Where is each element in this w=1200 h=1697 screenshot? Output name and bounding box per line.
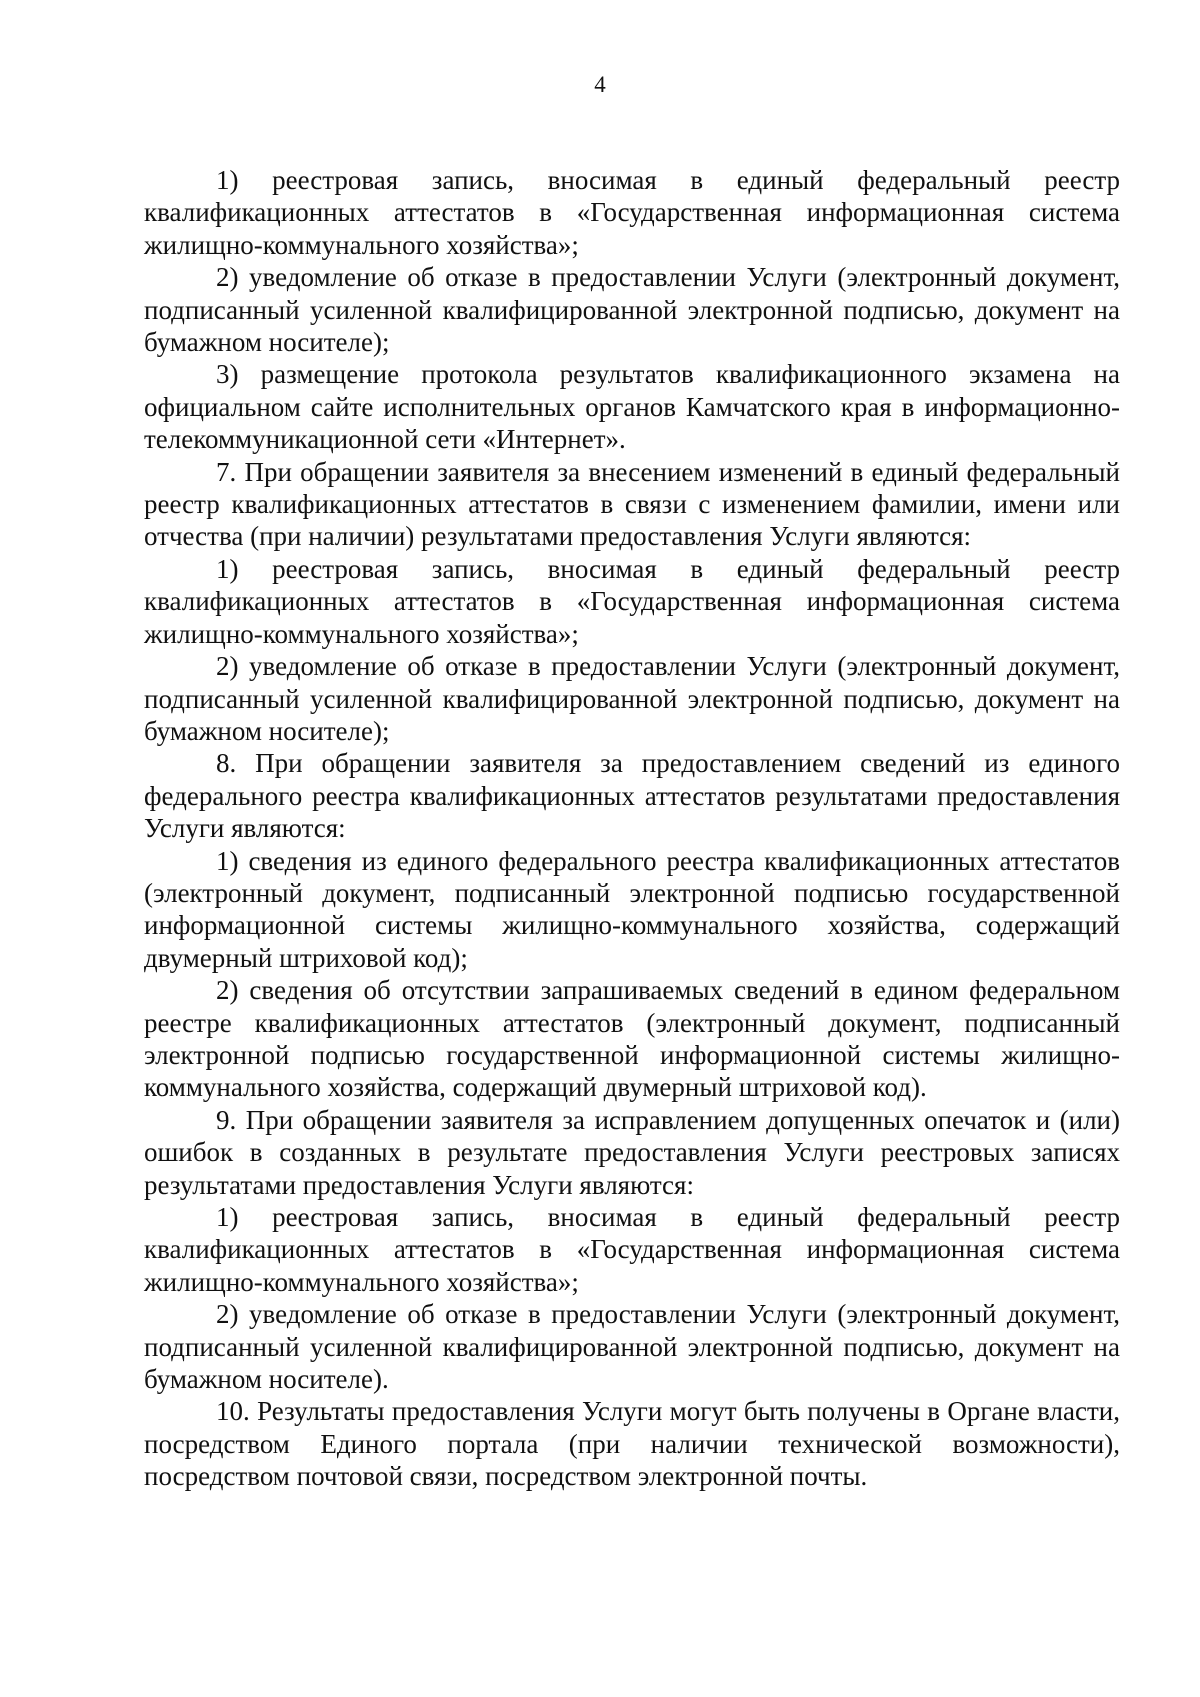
paragraph: 2) уведомление об отказе в предоставлении Услуги (электронный документ, подписанный усиленной квалифицированной электронной подписью, документ на бумажном носителе); bbox=[144, 262, 1120, 358]
paragraph: 2) уведомление об отказе в предоставлении Услуги (электронный документ, подписанный усиленной квалифицированной электронной подписью, документ на бумажном носителе). bbox=[144, 1299, 1120, 1395]
paragraph: 10. Результаты предоставления Услуги могут быть получены в Органе власти, посредством Единого портала (при наличии технической возможности), посредством почтовой связи, посредством электронной почты. bbox=[144, 1396, 1120, 1492]
paragraph: 1) реестровая запись, вносимая в единый федеральный реестр квалификационных аттестатов в «Государственная информационная система жилищно-коммунального хозяйства»; bbox=[144, 553, 1120, 649]
paragraph: 2) сведения об отсутствии запрашиваемых сведений в едином федеральном реестре квалификационных аттестатов (электронный документ, подписанный электронной подписью государственной информационной системы жилищно-коммунального хозяйства, содержащий двумерный штриховой код). bbox=[144, 975, 1120, 1103]
document-body bbox=[144, 164, 1120, 1493]
paragraph: 1) реестровая запись, вносимая в единый федеральный реестр квалификационных аттестатов в «Государственная информационная система жилищно-коммунального хозяйства»; bbox=[144, 1202, 1120, 1297]
paragraph: 8. При обращении заявителя за предоставлением сведений из единого федерального реестра квалификационных аттестатов результатами предоставления Услуги являются: bbox=[144, 748, 1120, 844]
paragraph: 3) размещение протокола результатов квалификационного экзамена на официальном сайте исполнительных органов Камчатского края в информационно-телекоммуникационной сети «Интернет». bbox=[144, 359, 1120, 455]
paragraph: 1) сведения из единого федерального реестра квалификационных аттестатов (электронный документ, подписанный электронной подписью государственной информационной системы жилищно-коммунального хозяйства, содержащий двумерный штриховой код); bbox=[144, 845, 1120, 973]
paragraph: 7. При обращении заявителя за внесением изменений в единый федеральный реестр квалификационных аттестатов в связи с изменением фамилии, имени или отчества (при наличии) результатами предоставления Услуги являются: bbox=[144, 456, 1120, 552]
paragraph: 1) реестровая запись, вносимая в единый федеральный реестр квалификационных аттестатов в «Государственная информационная система жилищно-коммунального хозяйства»; bbox=[144, 165, 1120, 260]
paragraph: 9. При обращении заявителя за исправлением допущенных опечаток и (или) ошибок в созданных в результате предоставления Услуги реестровых записях результатами предоставления Услуги являются: bbox=[144, 1104, 1120, 1200]
paragraph: 2) уведомление об отказе в предоставлении Услуги (электронный документ, подписанный усиленной квалифицированной электронной подписью, документ на бумажном носителе); bbox=[144, 651, 1120, 746]
page-number: 4 bbox=[594, 72, 606, 97]
